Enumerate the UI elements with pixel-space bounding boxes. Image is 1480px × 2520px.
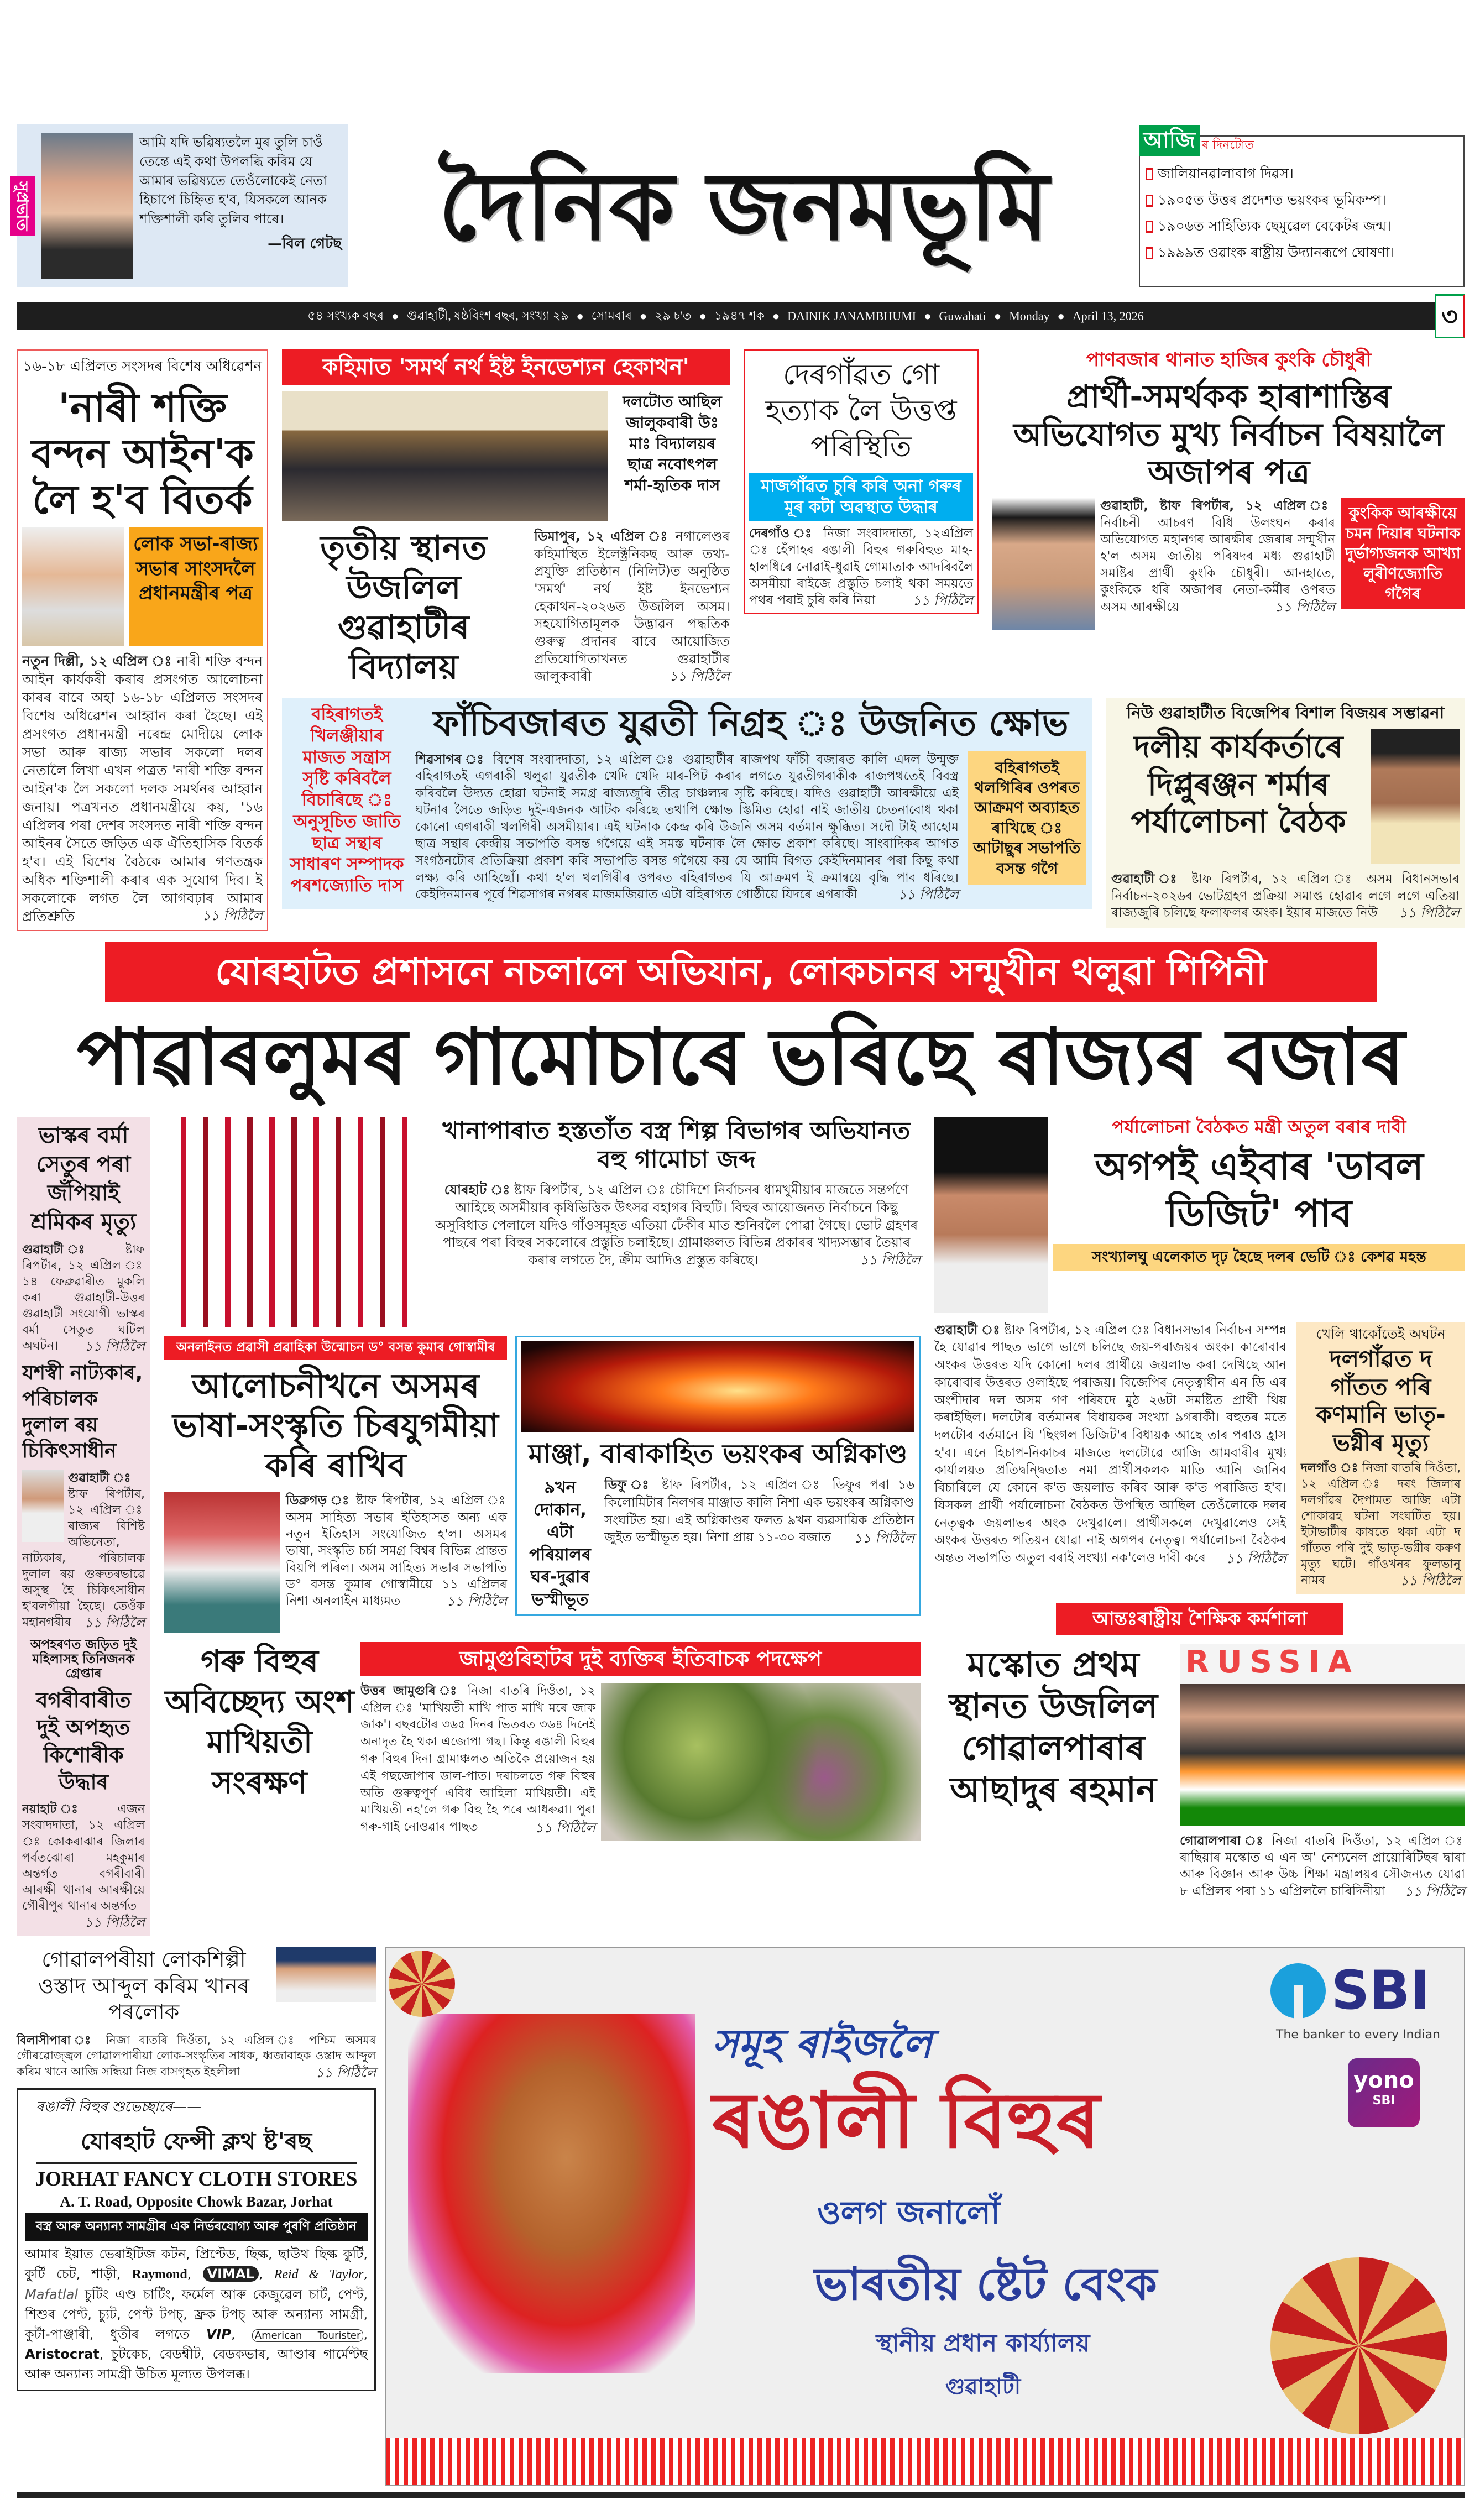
ad-bank-name: ভাৰতীয় ষ্টেট বেংক [814,2258,1158,2311]
dateline-row [17,294,1465,338]
moscow-photo [1180,1644,1465,1826]
story-fire [515,1336,921,1617]
headline: গৰু বিহুৰ অবিচ্ছেদ্য অংশ মাখিয়তী সংৰক্ষণ [165,1644,354,1801]
headline: দলগাঁৱত দ গাঁতত পৰি কণমানি ভাতৃ-ভগ্নীৰ মৃত্যু [1316,1345,1446,1456]
subhead-box: সংখ্যালঘু এলেকাত দৃঢ় হৈছে দলৰ ভেটি ঃ কেশৱ মহন্ত [1053,1244,1465,1271]
workshop-bar: আন্তঃৰাষ্ট্ৰীয় শৈক্ষিক কৰ্মশালা [1056,1603,1343,1635]
bottom-left-area [17,1947,376,2391]
story-makhiyoti [360,1642,921,1841]
thought-of-day-box [13,124,348,287]
story-dergaon [744,349,979,614]
bihu-dancers-image [408,2014,695,2373]
brand-vip: VIP [206,2326,231,2342]
headline: ফাঁচিবজাৰত যুৱতী নিগ্ৰহ ঃ উজনিত ক্ষোভ [433,703,1069,744]
atul-bora-photo [934,1117,1048,1313]
story-body: বিলাসীপাৰা ঃ নিজা বাতৰি দিওঁতা, ১২ এপ্ৰিল ঃ পশ্চিম অসমৰ গৌৰৱোজ্জ্বল গোৱালপাৰীয়া লোক-সংস্কৃতিৰ সাধক, ধ্বজাবাহক ওস্তাদ আব্দুল কৰিম খানে আজি সন্ধিয়া নিজ বাসগৃহত ইহলীলা ১১ পিঠিলৈ [17,2033,376,2080]
story-body: শিৱসাগৰ ঃ বিশেষ সংবাদদাতা, ১২ এপ্ৰিল ঃ গুৱাহাটীৰ ৰাজপথ ফাঁচী বজাৰত কালি এদল উন্মুক্ত বহিৰাগতই এগৰাকী থলুৱা যুৱতীক খেদি খেদি মাৰ-পিট কৰাৰ লগতে যুৱতীগৰাকীক ৰাজপথতেই বিবস্ত্ৰ কৰিবলৈ উদ্যত হোৱা ঘটনাই সমগ্ৰ ৰাজ্যজুৰি তীব্ৰ চাঞ্চল্যৰ সৃষ্টি কৰিছে। যদিও গুৱাহাটী আৰক্ষীয়ে এই ঘটনাৰ সৈতে জড়িত দুই-এজনক আটক কৰিছে তথাপি ক্ষোভ স্তিমিত হোৱা নাই জাতীয় চেতনাবোধ থকা কোনো এগৰাকী থলগিৰী অসমীয়াৰ। এই ঘটনাক কেন্দ্ৰ কৰি উজনি অসম বৰ্তমান ক্ষুব্ধিত। সদৌ টাই আহোম ছাত্ৰ সন্থাৰ কেন্দ্ৰীয় সভাপতি বসন্ত গগৈয়ে এই সমস্ত ঘটনাক লৈ ক্ষোভ প্ৰকাশ কৰিছে। সাংবাদিকৰ আগত সংগঠনটোৰ প্ৰতিক্ৰিয়া প্ৰকাশ কৰি সভাপতি বসন্ত গগৈয়ে কয় যে আমি বিগত কেইদিনমানৰ পৰা কিছু কথা লক্ষ্য কৰি আহিছোঁ। কথা হ'ল থলগিৰীৰ ওপৰত বহিৰাগতৰ যি আক্ৰমণ ই ক্ৰমান্বয়ে বৃদ্ধি পাব ধৰিছে। কেইদিনমানৰ পূৰ্বে শিৱসাগৰ নগৰৰ মাজমজিয়াত এটা বহিৰাগত গোষ্ঠীয়ে যিদৰে এগৰাকী ১১ পিঠিলৈ [415,752,959,903]
headline: ভাস্কৰ বৰ্মা সেতুৰ পৰা জঁপিয়াই শ্ৰমিকৰ মৃত্যু [30,1122,137,1235]
headline: গোৱালপৰীয়া লোকশিল্পী ওস্তাদ আব্দুল কৰিম খানৰ পৰলোক [38,1947,249,2025]
story-body: নতুন দিল্লী, ১২ এপ্ৰিল ঃ নাৰী শক্তি বন্দন আইন কাৰ্যকৰী কৰাৰ প্ৰসংগত আলোচনা কাৰৰ বাবে অহা ১৬-১৮ এপ্ৰিলত সংসদৰ বিশেষ অধিৱেশন আহ্বান কৰা হৈছে। এই প্ৰসংগত প্ৰধানমন্ত্ৰী নৰেন্দ্ৰ মোদীয়ে লোক সভা আৰু ৰাজ্য সভাৰ সকলো দলৰ নেতালৈ লিখা এখন পত্ৰত 'নাৰী শক্তি বন্দন আইন'ক লৈ সকলো দলক সমৰ্থনৰ আহ্বান জনায়। পত্ৰখনত প্ৰধানমন্ত্ৰীয়ে কয়, '১৬ এপ্ৰিলৰ পৰা দেশৰ সংসদত নাৰী শক্তি বন্দন আইনৰ সৈতে জড়িত এক ঐতিহাসিক বিতৰ্ক হ'ব। এই বিশেষ বৈঠকে আমাৰ গণতন্ত্ৰক অধিক শক্তিশালী কৰাৰ এক সুযোগ দিব। ই সকলোকে লগত লৈ আগবঢ়াৰ আমাৰ প্ৰতিশ্ৰুতি ১১ পিঠিলৈ [22,653,263,925]
ad-tagline: বস্ত্ৰ আৰু অন্যান্য সামগ্ৰীৰ এক নিৰ্ভৰযোগ্য আৰু পুৰণি প্ৰতিষ্ঠান [25,2213,368,2241]
lower-right-area [934,1117,1465,1901]
sbi-keyhole-icon [1270,1963,1326,2019]
thought-author: —বিল গেটছ [268,235,342,252]
story-body: নয়াহাট ঃ এজন সংবাদদাতা, ১২ এপ্ৰিল ঃ কোকৰাঝাৰ জিলাৰ পৰ্বতঝোৰা মহকুমাৰ অন্তৰ্গত বগৰীবাৰী আৰক্ষী থানাৰ আৰক্ষীয়ে গৌৰীপুৰ থানাৰ অন্তৰ্গত ১১ পিঠিলৈ [22,1802,145,1930]
kicker: ১৬-১৮ এপ্ৰিলত সংসদৰ বিশেষ অধিৱেশন [23,358,262,375]
ad-greeting: ৰঙালী বিহুৰ শুভেচ্ছাৰে—— [36,2098,202,2115]
left-brief-column [17,1117,150,1936]
story-body: দলগাঁও ঃ নিজা বাতৰি দিওঁতা, ১২ এপ্ৰিল ঃ দৰং জিলাৰ দলগাঁৱৰ দৈপামত আজি এটা শোকাৱহ ঘটনা সংঘটিত হয়। ইটাভাটীৰ কাষতে থকা এটা দ গাঁতত পৰি দুই ভাতৃ-ভগ্নীৰ কৰুণ মৃত্যু ঘটে। গাঁওখনৰ ফুলভানু নামৰ ১১ পিঠিলৈ [1301,1461,1461,1589]
dulal-roy-photo [22,1470,64,1542]
kicker: খেলি থাকোঁতেই অঘটন [1316,1325,1446,1342]
story-goalparia [17,1947,376,2026]
story-nari-shakti [17,349,268,931]
story-fasibazar [282,698,1092,909]
kunki-photo [992,498,1095,630]
story-body: গুৱাহাটী ঃ ষ্টাফ ৰিপৰ্টাৰ, ১২ এপ্ৰিল ঃ অসম বিধানসভাৰ নিৰ্বাচন-২০২৬ৰ ভোটগ্ৰহণ প্ৰক্ৰিয়া সমাপ্ত হোৱাৰ লগে লগে এতিয়া ৰাজ্যজুৰি চলিছে ফলাফলৰ অংক। ইয়াৰ মাজতে নিউ ১১ পিঠিলৈ [1111,872,1460,921]
story-body: ডিমাপুৰ, ১২ এপ্ৰিল ঃ নগালেণ্ডৰ কহিমাস্থিত ইলেক্ট্ৰনিকছ আৰু তথ্য-প্ৰযুক্তি প্ৰতিষ্ঠান (নিলিট)ত অনুষ্ঠিত 'সমৰ্থ' নৰ্থ ইষ্ট ইনভেশ্যন হেকাথন-২০২৬ত উজলিল অসম। সহযোগিতামূলক উদ্ভাৱন পদ্ধতিক গুৰুত্ব প্ৰদানৰ বাবে আয়োজিত প্ৰতিযোগিতাখনত গুৱাহাটীৰ জালুকবাৰী ১১ পিঠিলৈ [534,529,730,684]
dateline-bar: ৫৪ সংখ্যক বছৰ ● গুৱাহাটী, ষষ্ঠবিংশ বছৰ, সংখ্যা ২৯ ● সোমবাৰ ● ২৯ চ'ত ● ১৯৪৭ শক ● DAINIK JANAMBHUMI ● Guwahati ● Monday ● April 13, 2026 [17,302,1435,330]
hackathon-photo [282,391,608,521]
jamugurihat-bar: জামুগুৰিহাটৰ দুই ব্যক্তিৰ ইতিবাচক পদক্ষেপ [360,1642,921,1676]
side-highlight: ৯খন দোকান, এটা পৰিয়ালৰ ঘৰ-দুৱাৰ ভস্মীভূত [529,1478,591,1609]
story-body: ডিব্ৰুগড় ঃ ষ্টাফ ৰিপৰ্টাৰ, ১২ এপ্ৰিল ঃ অসম সাহিত্য সভাৰ ইতিহাসত অন্য এক নতুন ইতিহাস সংযোজিত হ'ল। অসমৰ ভাষা, সংস্কৃতি চৰ্চা সমগ্ৰ বিশ্বৰ বিভিন্ন প্ৰান্তত বিয়পি পৰিল। অসম সাহিত্য সভাৰ সভাপতি ড° বসন্ত কুমাৰ গোস্বামীয়ে ১১ এপ্ৰিলৰ নিশা অনলাইন মাধ্যমত ১১ পিঠিলৈ [286,1493,507,1609]
history-list [1146,160,1458,265]
ad-office: স্থানীয় প্ৰধান কাৰ্য্যালয় [876,2329,1090,2358]
history-item: ১৯০৫ত উত্তৰ প্ৰদেশত ভয়ংকৰ ভূমিকম্প। [1146,187,1458,213]
history-item: জালিয়ানৱালাবাগ দিৱস। [1146,160,1458,187]
modi-photo [22,527,124,646]
story-kunki [992,349,1465,630]
ad-line3: ওলগ জনালোঁ [817,2194,1000,2232]
side-quote: বহিৰাগতই খিলঞ্জীয়াৰ মাজত সন্ত্ৰাস সৃষ্টি কৰিবলৈ বিচাৰিছে ঃ অনুসূচিত জাতি ছাত্ৰ সন্থাৰ সাধাৰণ সম্পাদক পৰশজ্যোতি দাস [290,704,404,896]
history-item: ১৯৯৯ত ওৱাংক ৰাষ্ট্ৰীয় উদ্যানৰূপে ঘোষণা। [1146,239,1458,266]
headline: মস্কোত প্ৰথম স্থানত উজলিল গোৱালপাৰাৰ আছাদুৰ ৰহমান [948,1644,1158,1810]
story-dalgaon [1296,1322,1465,1594]
story-body: উত্তৰ জামুগুৰি ঃ নিজা বাতৰি দিওঁতা, ১২ এপ্ৰিল ঃ 'মাখিয়তী মাখি পাত মাখি মৰে জাক জাক'। বছৰটোৰ ৩৬৫ দিনৰ ভিতৰত ৩৬৪ দিনেই অনাদৃত হৈ থকা এজোপা গছ। কিন্তু ৰঙালী বিহুৰ গৰু বিহুৰ দিনা গ্ৰামাঞ্চলত অতিকৈ প্ৰয়োজন হয় এই গছজোপাৰ ডাল-পাত। দৰাচলতে গৰু বিহুৰ অতি গুৰুত্বপূৰ্ণ এবিধ আহিলা মাখিয়তী। এই মাখিয়তী নহ'লে গৰু বিহু হৈ পৰে আধৰুৱা। পুৰা গৰু-গাই নোওৱাৰ পাছত ১১ পিঠিলৈ [360,1684,595,1836]
ad-description: আমাৰ ইয়াত ভেৰাইটিজ কটন, প্ৰিণ্টেড, ছিল্ক, ছাউথ ছিল্ক কুৰ্টি, কুৰ্টি চেট, শাড়ী, Raymond, VIMAL , Reid & Taylor, Mafatlal চুটিং এণ্ড চাৰ্টিং, ফৰ্মেল আৰু কেজুৱেল চাৰ্ট, পেণ্ট, শিশুৰ পেণ্ট, চ্যুট, পেণ্ট টপচ্, ফ্ৰক টপচ্ আৰু অন্যান্য সামগ্ৰী, কুৰ্টা-পাঞ্জাৰী, ধুতীৰ লগতে VIP, American Tourister , Aristocrat, চুটকেচ, বেডশ্বীট, বেডকভাৰ, আণ্ডাৰ গাৰ্মেণ্টছ আৰু অন্যান্য সামগ্ৰী উচিত মূল্যত উপলব্ধ। [25,2246,368,2382]
story-body: গুৱাহাটী ঃ ষ্টাফ ৰিপৰ্টাৰ, ১২ এপ্ৰিল ঃ ১৪ ফেব্ৰুৱাৰীত মুকলি কৰা গুৱাহাটী-উত্তৰ গুৱাহাটী সংযোগী ভাস্কৰ বৰ্মা সেতুত ঘটিল অঘটন। ১১ পিঠিলৈ [22,1242,145,1354]
story-body: গোৱালপাৰা ঃ নিজা বাতৰি দিওঁতা, ১২ এপ্ৰিল ঃ ৰাছিয়াৰ মস্কোত এ এন অ' নেশ্যনেল প্ৰায়োৰিটিছৰ দ্বাৰা আৰু বিজ্ঞান আৰু উচ্চ শিক্ষা মন্ত্ৰালয়ৰ সৌজন্যত যোৱা ৮ এপ্ৰিলৰ পৰা ১১ এপ্ৰিললৈ চাৰিদিনীয়া ১১ পিঠিলৈ [1180,1833,1465,1899]
ad-line1: সমূহ ৰাইজলৈ [712,2020,932,2067]
brand-raymond: Raymond [132,2267,187,2282]
fire-photo [521,1341,914,1432]
today-label-text: আজি [1139,125,1200,156]
sbi-logo: SBI [1270,1962,1430,2020]
lower-section [17,1117,1465,1936]
today-label [1139,125,1458,156]
diplu-sarma-photo [1371,729,1460,864]
headline: 'নাৰী শক্তি বন্দন আইন'ক লৈ হ'ব বিতৰ্ক [31,384,254,522]
story-body: গুৱাহাটী, ষ্টাফ ৰিপৰ্টাৰ, ১২ এপ্ৰিল ঃ নিৰ্বাচনী আচৰণ বিধি উলংঘন কৰাৰ অভিযোগত মহানগৰ আৰক্ষীৰ জেৰাৰ সন্মুখীন হ'ল অসম জাতীয় পৰিষদৰ মধ্য গুৱাহাটী সমষ্টিৰ প্ৰাৰ্থী কুংকি চৌধুৰী। আনহাতে, কুংকিকে ধৰি অজাপৰ নেতা-কৰ্মীৰ ওপৰত অসম আৰক্ষীয়ে ১১ পিঠিলৈ [1100,499,1335,615]
kicker: নিউ গুৱাহাটীত বিজেপিৰ বিশাল বিজয়ৰ সম্ভাৱনা [1126,703,1445,722]
history-item: ১৯০৬ত সাহিত্যিক ছেমুৱেল বেকেটৰ জন্ম। [1146,213,1458,239]
story-online-magazine [164,1336,507,1634]
headline: খানাপাৰাত হস্ততাঁত বস্ত্ৰ শিল্প বিভাগৰ অভিযানত বহু গামোচা জব্দ [442,1116,911,1174]
brand-vimal: VIMAL [203,2266,259,2282]
headline: আলোচনীখনে অসমৰ ভাষা-সংস্কৃতি চিৰযুগমীয়া কৰি ৰাখিব [172,1367,499,1486]
story-kohima [282,349,730,687]
headline: যশস্বী নাট্যকাৰ, পৰিচালক দুলাল ৰয় চিকিৎসাধীন [22,1362,143,1462]
story-new-guwahati [1106,698,1465,928]
page-bottom-rule [17,2492,1465,2498]
headline: বগৰীবাৰীত দুই অপহৃত কিশোৰীক উদ্ধাৰ [36,1687,131,1795]
headline: প্ৰাৰ্থী-সমৰ্থকক হাৰাশাস্তিৰ অভিযোগত মুখ্য নিৰ্বাচন বিষয়ালৈ অজাপৰ পত্ৰ [1013,378,1444,491]
quote-box: বহিৰাগতই থলগিৰিৰ ওপৰত আক্ৰমণ অব্যাহত ৰাখিছে ঃ আটাছুৰ সভাপতি বসন্ত গগৈ [968,751,1086,885]
kicker: পৰ্যালোচনা বৈঠকত মন্ত্ৰী অতুল বৰাৰ দাবী [1112,1116,1406,1137]
headline: দলীয় কাৰ্যকৰ্তাৰে দিপ্লুৰঞ্জন শৰ্মাৰ পৰ্যালোচনা বৈঠক [1131,729,1346,840]
brand-american-tourister: American Tourister [252,2329,364,2342]
online-bar: অনলাইনত প্ৰৱাসী প্ৰৱাহিকা উন্মোচন ড° বসন্ত কুমাৰ গোস্বামীৰ [164,1336,507,1360]
sbi-bihu-ad [385,1947,1465,2486]
ad-line2: ৰঙালী বিহুৰ [712,2076,1100,2167]
lead-headline: পাৱাৰলুমৰ গামোচাৰে ভৰিছে ৰাজ্যৰ বজাৰ [76,1012,1405,1102]
upper-right-area [282,349,1465,928]
ad-store-name: JORHAT FANCY CLOTH STORES [35,2167,358,2190]
kicker: পাণবজাৰ থানাত হাজিৰ কুংকি চৌধুৰী [1086,349,1372,371]
dhol-decoration-icon [1270,2257,1447,2434]
ad-city: গুৱাহাটী [945,2374,1021,2400]
gamocha-border [386,2438,1464,2485]
story-body: দেৰগাঁও ঃ নিজা সংবাদদাতা, ১২এপ্ৰিল ঃ হেঁপাহৰ ৰঙালী বিহুৰ গৰুবিহুত মাহ-হালধিৰে নোৱাই-ধুৱাই গোমাতাক আদৰিবলৈ অসমীয়া ৰাইজে প্ৰস্তুতি চলাই থকা সময়তে পথৰ পৰাই চুৰি কৰি নিয়া ১১ পিঠিলৈ [749,526,974,609]
headline: তৃতীয় স্থানত উজলিল গুৱাহাটীৰ বিদ্যালয় [320,529,487,687]
kicker: অপহৰণত জড়িত দুই মহিলাসহ তিনিজনক গ্ৰেপ্তাৰ [30,1637,137,1681]
lead-kicker-banner: যোৰহাটত প্ৰশাসনে নচলালে অভিযান, লোকচানৰ সন্মুখীন থলুৱা শিপিনী [105,942,1377,1001]
headline: দেৰগাঁৱত গো হত্যাক লৈ উত্তপ্ত পৰিস্থিতি [765,358,957,463]
page-number: ৩ [1435,294,1465,338]
brand-aristocrat: Aristocrat [25,2346,100,2362]
photo-caption: দলটোত আছিল জালুকবাৰী উঃ মাঃ বিদ্যালয়ৰ ছাত্ৰ নবোৎপল শৰ্মা-হৃতিক দাস [623,393,722,495]
story-body: গুৱাহাটী ঃ ষ্টাফ ৰিপৰ্টাৰ, ১২ এপ্ৰিল ঃ ৰাজ্যৰ বিশিষ্ট অভিনেতা, নাট্যকাৰ, পৰিচালক দুলাল ৰয় গুৰুতৰভাৱে অসুস্থ হৈ চিকিৎসাধীন হ'বলগীয়া হৈছে। তেওঁক মহানগৰীৰ ১১ পিঠিলৈ [22,1471,145,1630]
upper-section [17,349,1465,931]
story-body: যোৰহাট ঃ ষ্টাফ ৰিপৰ্টাৰ, ১২ এপ্ৰিল ঃ চৌদিশে নিৰ্বাচনৰ ধামখুমীয়াৰ মাজতে সন্তৰ্পণে আহিছে অসমীয়াৰ কৃষিভিত্তিক উৎসৱ বহাগৰ বিহুটি। বিহুৰ আয়োজনত নিৰ্বাচনে কিছু অসুবিধাত পেলালে যদিও গাঁওসমূহত এতিয়া ঢেঁকীৰ মাত শুনিবলৈ পোৱা গৈছে। ভোট গ্ৰহণৰ পাছৰে পৰা বিহুৰ সকলোৰে প্ৰস্তুতি চলাইছে। গ্ৰামাঞ্চলত বিভিন্ন প্ৰকাৰৰ খাদ্যসম্ভাৰ তৈয়াৰ কৰাৰ লগতে দৈ, ক্ৰীম আদিও প্ৰস্তুত কৰিছে। ১১ পিঠিলৈ [435,1182,921,1268]
thought-quote: আমি যদি ভৱিষ্যতলৈ মুৰ তুলি চাওঁ তেন্তে এই কথা উপলব্ধি কৰিম যে আমাৰ ভৱিষ্যতে তেওঁলোকেই নেতা হিচাপে চিহ্নিত হ'ব, যিসকলে আনক শক্তিশালী কৰি তুলিব পাৰে। [139,134,327,227]
gamocha-photo [164,1117,424,1327]
jorhat-fancy-cloth-ad [17,2088,376,2391]
goswami-photo [164,1492,280,1633]
masthead-logo: দৈনিক জনমভূমি [438,150,1049,262]
ad-address: A. T. Road, Opposite Chowk Bazar, Jorhat [60,2193,333,2210]
headline: অগপই এইবাৰ 'ডাবল ডিজিট' পাব [1095,1145,1424,1236]
brand-mafatlal: Mafatlal [25,2286,79,2302]
ad-store-name-assamese: যোৰহাট ফেন্সী ক্লথ ষ্ট'ৰছ [36,2123,357,2164]
makhiyoti-plant-photo [601,1683,921,1841]
bill-gates-photo [41,133,133,279]
story-khanapara [432,1117,921,1269]
headline: মাঞ্জা, বাৰাকাহিত ভয়ংকৰ অগ্নিকাণ্ড [528,1438,908,1470]
today-sub: ৰ দিনটোত [1201,138,1254,152]
russia-backdrop-text: RUSSIA [1185,1644,1359,1680]
story-body: গুৱাহাটী ঃ ষ্টাফ ৰিপৰ্টাৰ, ১২ এপ্ৰিল ঃ বিধানসভাৰ নিৰ্বাচন সম্পন্ন হৈ যোৱাৰ পাছত ভাগে ভাগে চলিছে জয়-পৰাজয়ৰ অংক। কাৰোবাৰ অংকৰ উত্তৰত যদি কোনো দলৰ প্ৰাৰ্থীয়ে জয়লাভ কৰা দেখিছে আন কাৰোবাৰ উত্তৰত ওলাইছে পৰাজয়। বিজেপিৰ নেতৃত্বাধীন এন ডি এৰ অংশীদাৰ দল অসম গণ পৰিষদে মুঠ ২৬টা সমষ্টিত প্ৰাৰ্থী থিয় কৰাইছিল। দলটোৰ বৰ্তমানৰ বিধায়কৰ সংখ্যা ৯গৰাকী। বহুতৰ মতে দলটোৰ বৰ্তমানে যি 'ছিংগল ডিজিট'ৰ বিধায়ক আছে তাৰ পৰাও হ্ৰাস হ'ব। এনে হিচাপ-নিকাচৰ মাজতে দলটোৱে আজি আমবাৰীৰ মুখ্য কাৰ্যালয়ত প্ৰতিদ্বন্দ্বিতাত নমা প্ৰাৰ্থীসকলক মাতি আনি জানিব বিচাৰিলে যে কোনে ক'ত জয়লাভ কৰিব আৰু ক'ত পৰাজিত হ'ব। যিসকল প্ৰাৰ্থী পৰ্যালোচনা বৈঠকত উপস্থিত আছিল তেওঁলোকে দলৰ নেতৃত্বক জয়লাভৰ অংক দেখুৱালে। প্ৰাৰ্থীসকলে দেখুৱালেও সেই অংকৰ উত্তৰত পতিয়ন যোৱা নাই অগপৰ নেতৃত্ব। পৰ্যালোচনা বৈঠকৰ অন্তত সভাপতি অতুল বৰাই সংখ্যা নক'লেও দাবী কৰে ১১ পিঠিলৈ [934,1322,1287,1567]
today-in-history-box [1139,128,1465,287]
abdul-karim-khan-photo [276,1947,376,2002]
jaapi-decoration-icon [389,1951,455,2017]
lower-middle-area [164,1117,921,1841]
kohima-bar: কহিমাত 'সমৰ্থ নৰ্থ ইষ্ট ইনভেশ্যন হেকাথন' [282,349,730,385]
subhead-box: মাজগাঁৱত চুৰি কৰি অনা গৰুৰ মূৰ কটা অৱস্থাত উদ্ধাৰ [749,473,973,521]
sbi-slogan: The banker to every Indian [1276,2028,1440,2042]
brand-reid-taylor: Reid & Taylor [274,2267,364,2282]
bottom-section [17,1947,1465,2486]
newspaper-page [13,0,1465,2520]
thought-label: সুপ্ৰভাত [10,176,35,236]
masthead-row [13,124,1465,287]
highlight-box: লোক সভা-ৰাজ্য সভাৰ সাংসদলৈ প্ৰধানমন্ত্ৰীৰ পত্ৰ [129,527,263,646]
yono-logo: yono SBI [1348,2058,1420,2127]
quote-box: কুংকিক আৰক্ষীয়ে চমন দিয়াৰ ঘটনাক দুৰ্ভাগ্যজনক আখ্যা লুৰীণজ্যোতি গগৈৰ [1341,498,1465,609]
story-body: ডিফু ঃ ষ্টাফ ৰিপৰ্টাৰ, ১২ এপ্ৰিল ঃ ডিফুৰ পৰা ১৬ কিলোমিটাৰ নিলগৰ মাঞ্জাত কালি নিশা এক ভয়ংকৰ অগ্নিকাণ্ড সংঘটিত হয়। এই অগ্নিকাণ্ডৰ ফলত ৯খন ব্যৱসায়িক প্ৰতিষ্ঠান জুইত ভস্মীভূত হয়। নিশা প্ৰায় ১১-৩০ বজাত ১১ পিঠিলৈ [604,1478,914,1546]
